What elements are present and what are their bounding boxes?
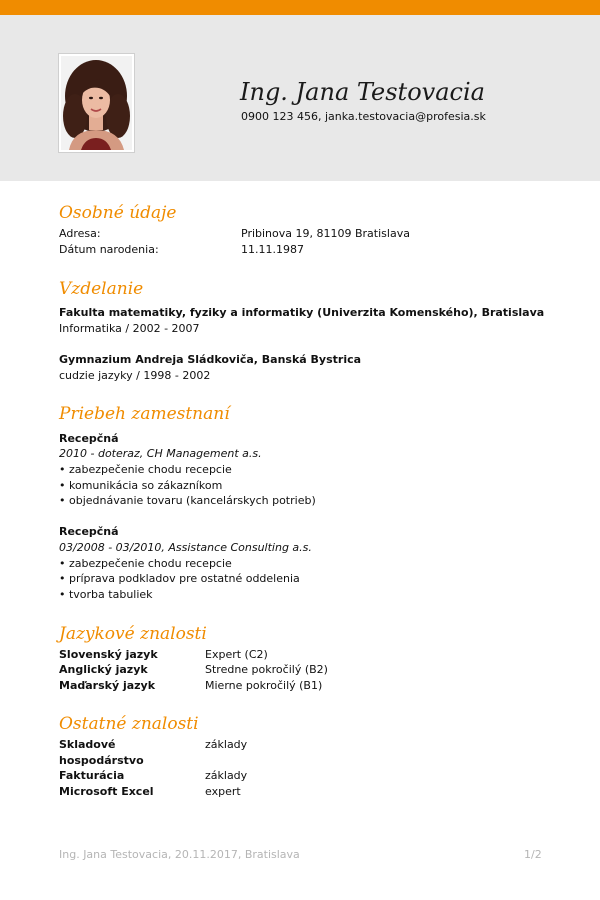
language-name: Slovenský jazyk: [59, 648, 158, 661]
job-position: Recepčná: [59, 432, 119, 445]
education-school: Gymnazium Andreja Sládkoviča, Banská Bystrica: [59, 353, 362, 366]
skill-name: Skladové: [59, 738, 116, 751]
profile-photo: [58, 53, 135, 153]
address-label: Adresa:: [59, 227, 101, 240]
language-name: Anglický jazyk: [59, 663, 148, 676]
job-duty: • zabezpečenie chodu recepcie: [59, 557, 232, 570]
job-duty: • tvorba tabuliek: [59, 588, 153, 601]
job-position: Recepčná: [59, 525, 119, 538]
skill-name: Microsoft Excel: [59, 785, 154, 798]
section-title-other-skills: Ostatné znalosti: [59, 714, 199, 734]
skill-level: expert: [205, 785, 241, 798]
birthdate-label: Dátum narodenia:: [59, 243, 159, 256]
language-level: Mierne pokročilý (B1): [205, 679, 323, 692]
section-title-education: Vzdelanie: [59, 279, 144, 299]
education-detail: Informatika / 2002 - 2007: [59, 322, 200, 335]
section-title-employment: Priebeh zamestnaní: [59, 404, 230, 424]
language-level: Stredne pokročilý (B2): [205, 663, 328, 676]
skill-level: základy: [205, 738, 248, 751]
portrait-image: [61, 56, 132, 150]
skill-level: základy: [205, 769, 248, 782]
skill-name: Fakturácia: [59, 769, 125, 782]
education-school: Fakulta matematiky, fyziky a informatiky (Univerzita Komenského), Bratislava: [59, 306, 545, 319]
language-level: Expert (C2): [205, 648, 268, 661]
section-title-languages: Jazykové znalosti: [59, 624, 207, 644]
footer-text: Ing. Jana Testovacia, 20.11.2017, Bratislava: [59, 848, 300, 861]
birthdate-value: 11.11.1987: [241, 243, 304, 256]
job-period: 03/2008 - 03/2010, Assistance Consulting a.s.: [59, 541, 312, 554]
education-detail: cudzie jazyky / 1998 - 2002: [59, 369, 211, 382]
job-duty: • zabezpečenie chodu recepcie: [59, 463, 232, 476]
job-period: 2010 - doteraz, CH Management a.s.: [59, 447, 262, 460]
job-duty: • príprava podkladov pre ostatné oddelenia: [59, 572, 300, 585]
contact-info: 0900 123 456, janka.testovacia@profesia.sk: [241, 110, 486, 123]
candidate-name: Ing. Jana Testovacia: [240, 78, 485, 106]
job-duty: • objednávanie tovaru (kancelárskych potrieb): [59, 494, 316, 507]
skill-name: hospodárstvo: [59, 754, 144, 767]
section-title-personal: Osobné údaje: [59, 203, 177, 223]
language-name: Maďarský jazyk: [59, 679, 156, 692]
job-duty: • komunikácia so zákazníkom: [59, 479, 223, 492]
page-number: 1/2: [524, 848, 542, 861]
top-accent-bar: [0, 0, 600, 15]
address-value: Pribinova 19, 81109 Bratislava: [241, 227, 410, 240]
